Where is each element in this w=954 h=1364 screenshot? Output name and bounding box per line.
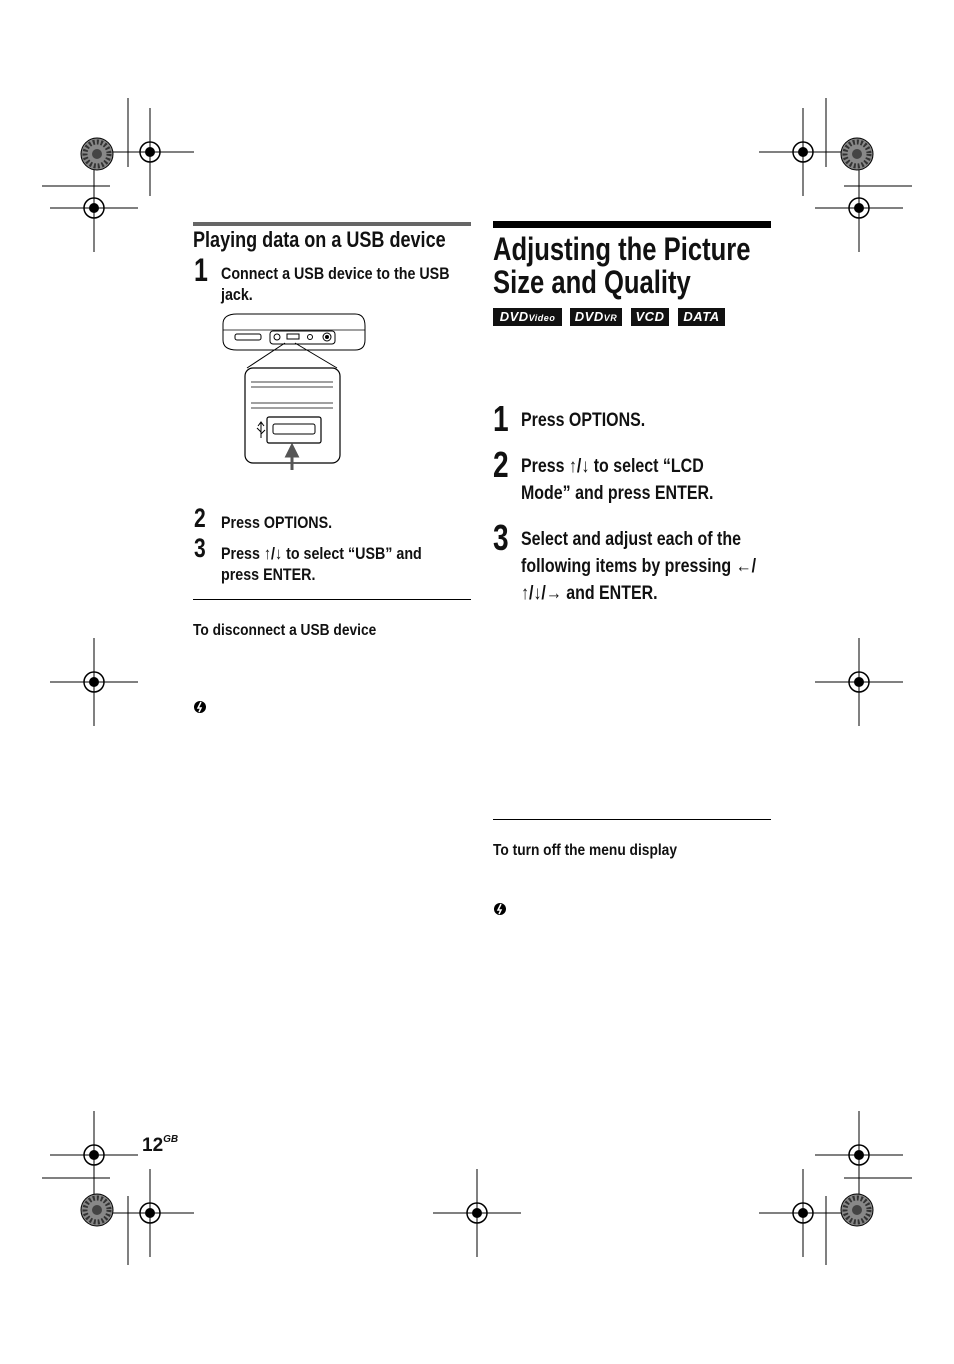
- section-rule: [193, 222, 471, 226]
- step-number: 1: [493, 398, 509, 439]
- title-rule: [493, 221, 771, 228]
- step-number: 3: [493, 517, 509, 558]
- step-text: Press OPTIONS.: [521, 410, 646, 431]
- step-number: 2: [194, 503, 206, 533]
- step-text: Press ↑/↓ to select “LCD Mode” and press ENTER.: [521, 456, 714, 504]
- step-text: Press ↑/↓ to select “USB” and press ENTER.: [221, 544, 422, 584]
- tip-icon: [193, 700, 207, 717]
- step-number: 3: [194, 533, 206, 563]
- step-text: Select and adjust each of the following items by pressing ←/ ↑/↓/→ and ENTER.: [521, 529, 757, 604]
- usb-jack-illustration: [215, 310, 370, 470]
- badge-dvd-vr: DVDVR: [570, 308, 622, 326]
- step-text: Press OPTIONS.: [221, 513, 333, 532]
- tip-icon: [493, 902, 507, 919]
- section-title: Playing data on a USB device: [193, 227, 446, 252]
- step-text: Connect a USB device to the USB jack.: [221, 264, 450, 304]
- page-number: $12^{GB}$: [142, 1133, 179, 1156]
- subheading: To disconnect a USB device: [193, 622, 377, 639]
- divider: [193, 599, 471, 600]
- badge-data: DATA: [678, 308, 725, 326]
- page-title: Adjusting the Picture Size and Quality: [493, 231, 751, 300]
- step-number: 1: [194, 252, 208, 288]
- badge-dvd-video: DVDVideo: [493, 308, 562, 326]
- step-number: 2: [493, 444, 509, 485]
- badge-vcd: VCD: [631, 308, 669, 326]
- subheading: To turn off the menu display: [493, 842, 677, 859]
- divider: [493, 819, 771, 820]
